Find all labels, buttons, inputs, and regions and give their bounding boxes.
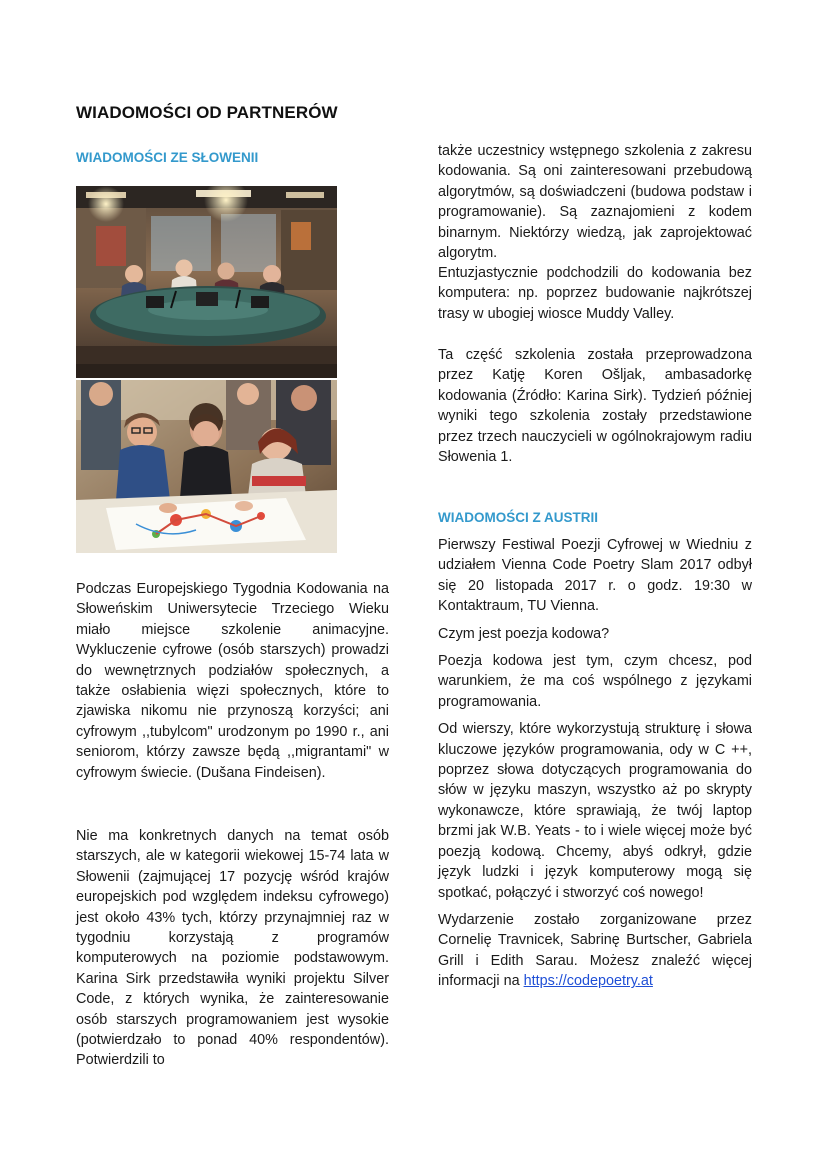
paragraph-text: Ta część szkolenia została przeprowadzona przez Katję Koren Ošljak, ambasadorkę kodowania (Źródło: Karina Sirk). Tydzień później wyniki tego szkolenia zostały przedstawione przez trzech nauczycieli w ogólnokrajowym radiu Słowenia 1. (438, 347, 752, 466)
workshop-photo (76, 380, 337, 553)
austria-question: Czym jest poezja kodowa? (438, 625, 610, 642)
austria-paragraph-5 (438, 910, 752, 992)
paragraph-text: Entuzjastycznie podchodzili do kodowania bez komputera: np. poprzez budowanie najkrótszej trasy w ubogiej wiosce Muddy Valley. (438, 265, 752, 322)
page-title: WIADOMOŚCI OD PARTNERÓW (76, 103, 338, 122)
paragraph-text: Nie ma konkretnych danych na temat osób starszych, ale w kategorii wiekowej 15-74 lata w Słowenii (zajmującej 17 pozycję wśród krajów europejskich pod względem indeksu cyfrowego) jest około 43% tych, którzy przynajmniej raz w tygodniu korzystają z programów komputerowych na poziomie podstawowym. Karina Sirk przedstawiła wyniki projektu Silver Code, z których wynika, że zainteresowanie osób starszych programowaniem jest wysokie (potwierdzało to ponad 40% respondentów). Potwierdzili to (76, 828, 389, 1069)
austria-article (438, 535, 752, 999)
austria-paragraph-4: Od wierszy, które wykorzystują strukturę i słowa kluczowe języków programowania, ody w C ++, poprzez słowa dotyczących programowania do słów w języku maszyn, wszystko aż po skrypty wykonawcze, które sprawiają, że twój laptop brzmi jak W.B. Yeats - to i wiele więcej może być poezją kodową. Chcemy, abyś odkrył, gdzie język ludzki i język komputerowy mogą się spotkać, połączyć i stworzyć coś nowego! (438, 721, 752, 901)
radio-studio-photo (76, 186, 337, 378)
slovenia-paragraph-3 (438, 141, 752, 263)
paragraph-text: Podczas Europejskiego Tygodnia Kodowania na Słoweńskim Uniwersytecie Trzeciego Wieku miało miejsce szkolenie animacyjne. Wykluczenie cyfrowe (osób starszych) prowadzi do wewnętrznych podziałów społecznych, a także osłabienia więzi społecznych, które to zjawiska nikomu nie przynoszą korzyści; ani cyfrowym ,,tubylcom" urodzonym po 1990 r., ani seniorom, którzy zawsze będą ,,migrantami" w cyfrowym świecie. (Dušana Findeisen). (76, 581, 389, 781)
paragraph-text: także uczestnicy wstępnego szkolenia z zakresu kodowania. Są oni zainteresowani przebudową algorytmów, są doświadczeni (budowa podstaw i programowanie). Są zaznajomieni z kodem binarnym. Niektórzy wiedzą, jak zaprojektować algorytm. (438, 143, 752, 262)
slovenia-paragraph-1 (76, 579, 389, 783)
austria-paragraph-3: Poezja kodowa jest tym, czym chcesz, pod warunkiem, że ma coś wspólnego z językami programowania. (438, 653, 752, 710)
slovenia-paragraph-4 (438, 263, 752, 324)
slovenia-paragraph-2 (76, 826, 389, 1071)
austria-paragraph-5-text: Wydarzenie zostało zorganizowane przez Cornelię Travnicek, Sabrinę Burtscher, Gabriela Grill i Edith Sarau. Możesz znaleźć więcej informacji na (438, 911, 752, 990)
codepoetry-link[interactable]: https://codepoetry.at (523, 973, 653, 990)
section-heading-slovenia: WIADOMOŚCI ZE SŁOWENII (76, 150, 259, 165)
section-heading-austria: WIADOMOŚCI Z AUSTRII (438, 510, 598, 525)
austria-paragraph-1: Pierwszy Festiwal Poezji Cyfrowej w Wiedniu z udziałem Vienna Code Poetry Slam 2017 odbył się 20 listopada 2017 r. o godz. 19:30 w Kontaktraum, TU Vienna. (438, 537, 752, 615)
slovenia-paragraph-5 (438, 345, 752, 467)
